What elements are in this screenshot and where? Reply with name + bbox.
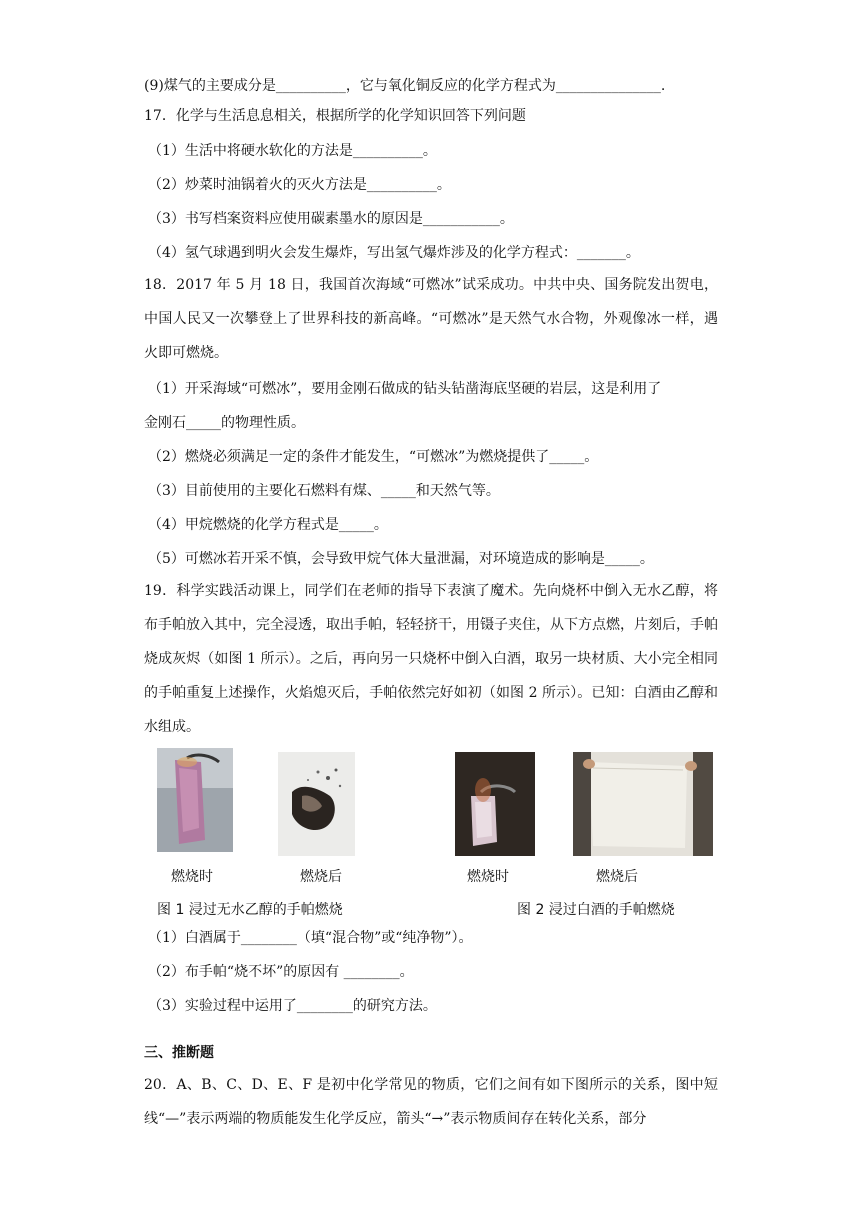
q18-item-5: （5）可燃冰若开采不慎，会导致甲烷气体大量泄漏，对环境造成的影响是_____。 [148, 551, 654, 567]
q19-item-2: （2）布手帕“烧不坏”的原因有 ________。 [148, 964, 414, 980]
q20-stem: 20．A、B、C、D、E、F 是初中化学常见的物质，它们之间有如下图所示的关系，图中短线“—”表示两端的物质能发生化学反应，箭头“→”表示物质间存在转化关系，部分 [144, 1077, 718, 1127]
q18-stem: 18．2017 年 5 月 18 日，我国首次海域“可燃冰”试采成功。中共中央、国务院发出贺电，中国人民又一次攀登上了世界科技的新高峰。“可燃冰”是天然气水合物，外观像冰一样，遇火即可燃烧。 [144, 277, 718, 361]
q19-item-1: （1）白酒属于________（填“混合物”或“纯净物”）。 [148, 930, 473, 946]
q17-item-3: （3）书写档案资料应使用碳素墨水的原因是___________。 [148, 211, 514, 227]
photo-burning-ethanol [157, 748, 233, 852]
photo-after-liquor [573, 752, 713, 856]
q17-item-1: （1）生活中将硬水软化的方法是__________。 [148, 143, 437, 159]
photo2-label: 燃烧后 [300, 869, 342, 885]
q19-item-3: （3）实验过程中运用了________的研究方法。 [148, 998, 437, 1014]
photo-burning-liquor [455, 752, 535, 856]
photo4-label: 燃烧后 [596, 869, 638, 885]
q17-item-4: （4）氢气球遇到明火会发生爆炸，写出氢气爆炸涉及的化学方程式：_______。 [148, 245, 640, 261]
section-heading-inference: 三、推断题 [144, 1045, 214, 1061]
q18-item-1: （1）开采海域“可燃冰”，要用金刚石做成的钻头钻凿海底坚硬的岩层，这是利用了 [148, 381, 662, 397]
q17-item-2: （2）炒菜时油锅着火的灭火方法是__________。 [148, 177, 451, 193]
photo3-label: 燃烧时 [467, 869, 509, 885]
photo-after-ethanol [278, 752, 355, 856]
figure1-caption: 图 1 浸过无水乙醇的手帕燃烧 [157, 902, 343, 918]
q19-stem: 19．科学实践活动课上，同学们在老师的指导下表演了魔术。先向烧杯中倒入无水乙醇，将布手帕放入其中，完全浸透，取出手帕，轻轻挤干，用镊子夹住，从下方点燃，片刻后，手帕烧成灰烬（如图 1 所示）。之后，再向另一只烧杯中倒入白酒，取另一块材质、大小完全相同的手帕重复上述操作，火焰熄灭后，手帕依然完好如初（如图 2 所示）。已知：白酒由乙醇和水组成。 [144, 583, 718, 735]
q18-item-4: （4）甲烷燃烧的化学方程式是_____。 [148, 517, 388, 533]
q17-stem: 17．化学与生活息息相关，根据所学的化学知识回答下列问题 [144, 108, 526, 124]
q18-item-1-cont: 金刚石_____的物理性质。 [144, 415, 305, 431]
q18-item-3: （3）目前使用的主要化石燃料有煤、_____和天然气等。 [148, 483, 500, 499]
figure2-caption: 图 2 浸过白酒的手帕燃烧 [517, 902, 675, 918]
photo1-label: 燃烧时 [171, 869, 213, 885]
q16-item-9: (9)煤气的主要成分是__________，它与氧化铜反应的化学方程式为_______________. [144, 78, 666, 94]
q18-item-2: （2）燃烧必须满足一定的条件才能发生，“可燃冰”为燃烧提供了_____。 [148, 449, 599, 465]
